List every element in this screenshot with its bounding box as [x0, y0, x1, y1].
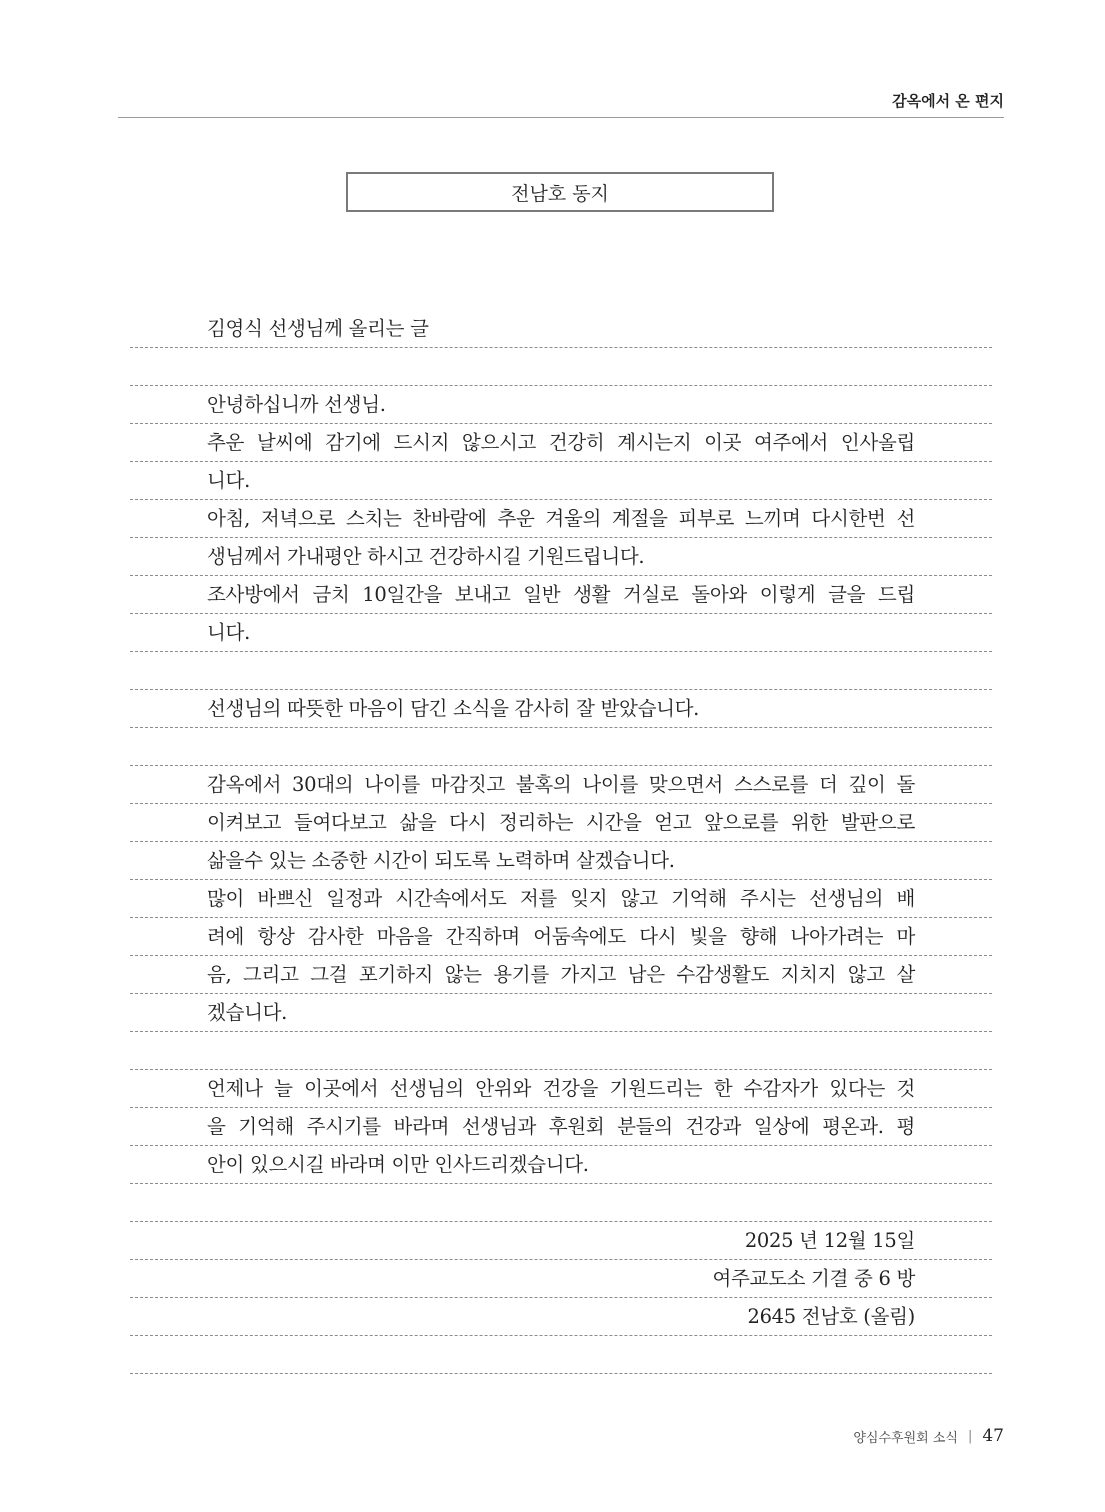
header-rule — [118, 117, 1004, 118]
letter-line: 많이 바쁘신 일정과 시간속에서도 저를 잊지 않고 기억해 주시는 선생님의 배 — [130, 880, 992, 918]
letter-line: 여주교도소 기결 중 6 방 — [130, 1260, 992, 1298]
publication-name: 양심수후원회 소식 — [853, 1430, 958, 1446]
letter-line: 감옥에서 30대의 나이를 마감짓고 불혹의 나이를 맞으면서 스스로를 더 깊이 돌 — [130, 766, 992, 804]
footer-separator: | — [967, 1428, 973, 1444]
letter-line: 니다. — [130, 462, 992, 500]
letter-line: 언제나 늘 이곳에서 선생님의 안위와 건강을 기원드리는 한 수감자가 있다는 것 — [130, 1070, 992, 1108]
letter-line: 2645 전남호 (올림) — [130, 1298, 992, 1336]
letter-line — [130, 728, 992, 766]
letter-line: 음, 그리고 그걸 포기하지 않는 용기를 가지고 남은 수감생활도 지치지 않고 살 — [130, 956, 992, 994]
letter-line: 선생님의 따뜻한 마음이 담긴 소식을 감사히 잘 받았습니다. — [130, 690, 992, 728]
letter-line — [130, 1032, 992, 1070]
letter-line: 김영식 선생님께 올리는 글 — [130, 310, 992, 348]
letter-line: 겠습니다. — [130, 994, 992, 1032]
section-title: 감옥에서 온 편지 — [892, 92, 1004, 110]
author-title-box — [346, 172, 774, 212]
letter-line: 2025 년 12월 15일 — [130, 1222, 992, 1260]
letter-line: 안녕하십니까 선생님. — [130, 386, 992, 424]
letter-line: 삶을수 있는 소중한 시간이 되도록 노력하며 살겠습니다. — [130, 842, 992, 880]
letter-line: 니다. — [130, 614, 992, 652]
letter-body — [130, 310, 992, 1374]
letter-line: 아침, 저녁으로 스치는 찬바람에 추운 겨울의 계절을 피부로 느끼며 다시한번 선 — [130, 500, 992, 538]
letter-line: 을 기억해 주시기를 바라며 선생님과 후원회 분들의 건강과 일상에 평온과. 평 — [130, 1108, 992, 1146]
page-footer — [853, 1426, 1004, 1446]
letter-line — [130, 348, 992, 386]
letter-line — [130, 652, 992, 690]
letter-line — [130, 1336, 992, 1374]
letter-line: 조사방에서 금치 10일간을 보내고 일반 생활 거실로 돌아와 이렇게 글을 드립 — [130, 576, 992, 614]
page-number: 47 — [982, 1426, 1004, 1446]
letter-line: 려에 항상 감사한 마음을 간직하며 어둠속에도 다시 빛을 향해 나아가려는 마 — [130, 918, 992, 956]
letter-line: 이켜보고 들여다보고 삶을 다시 정리하는 시간을 얻고 앞으로를 위한 발판으로 — [130, 804, 992, 842]
letter-line: 추운 날씨에 감기에 드시지 않으시고 건강히 계시는지 이곳 여주에서 인사올립 — [130, 424, 992, 462]
author-title: 전남호 동지 — [511, 182, 609, 205]
letter-line: 안이 있으시길 바라며 이만 인사드리겠습니다. — [130, 1146, 992, 1184]
letter-line: 생님께서 가내평안 하시고 건강하시길 기원드립니다. — [130, 538, 992, 576]
letter-line — [130, 1184, 992, 1222]
